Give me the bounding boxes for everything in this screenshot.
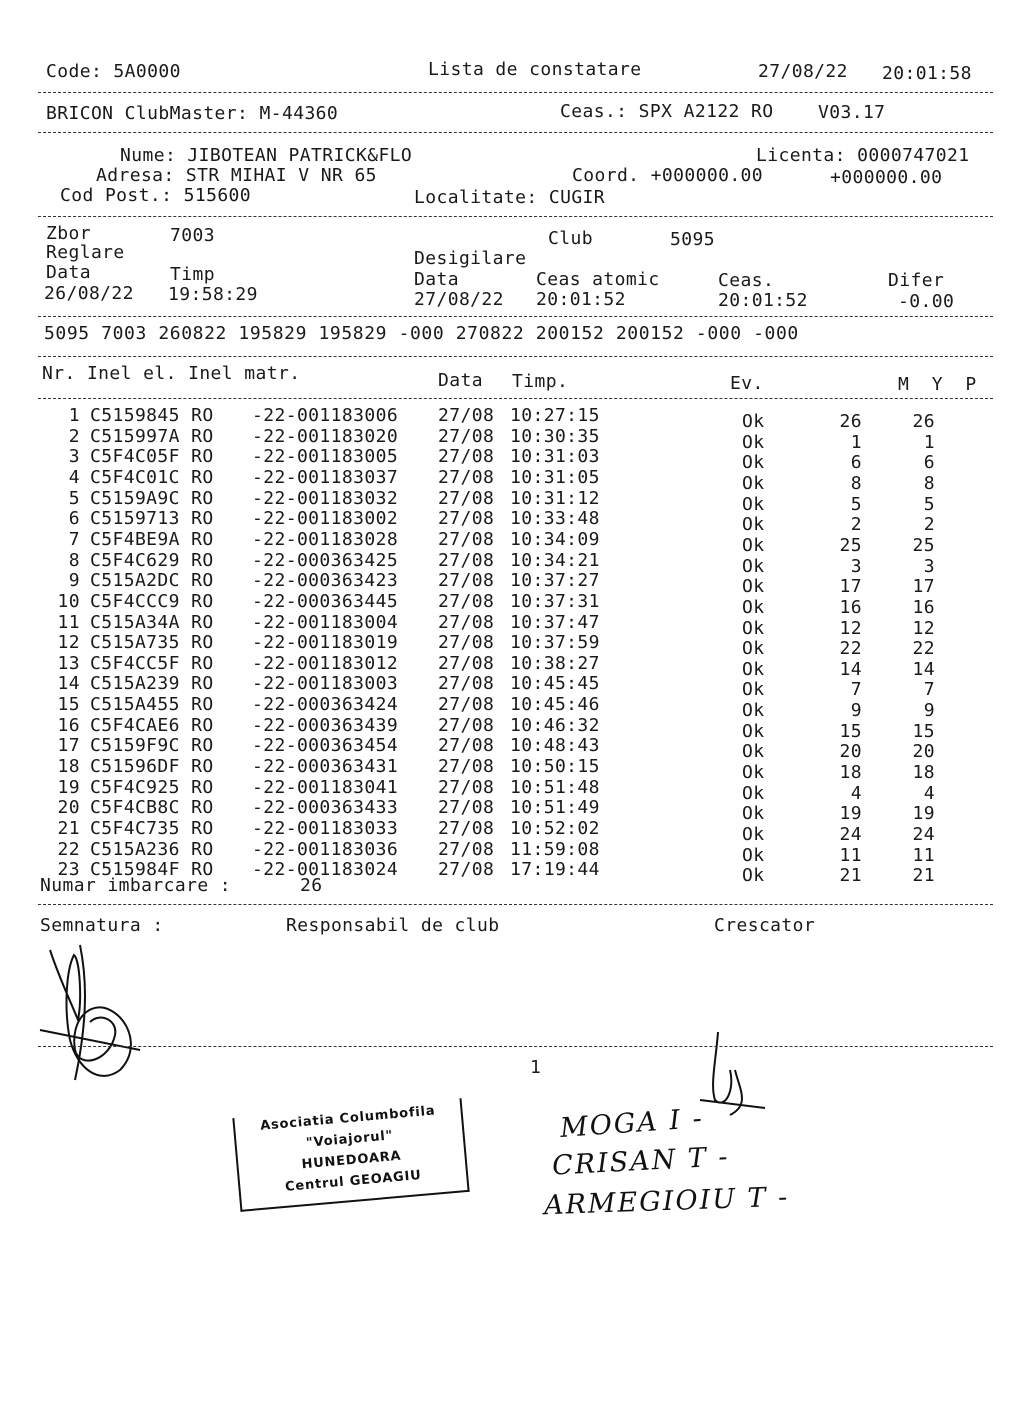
cell-m: 5 [850,493,862,515]
cell-y: 14 [912,658,935,680]
cell-nr: 1 [68,405,80,426]
timp-label: Timp [170,264,215,285]
cell-time: 10:52:02 [510,818,600,839]
cell-inel: C515A2DC RO [90,570,214,592]
cell-y: 20 [912,741,935,763]
cell-time: 10:38:27 [510,652,600,674]
cell-matr: -22-001183028 [252,528,399,550]
cell-date: 27/08 [438,508,495,530]
divider [38,316,993,317]
cell-inel: C5159845 RO [90,405,214,426]
cell-matr: -22-001183036 [252,838,399,860]
cell-ev: Ok [742,576,765,598]
license-number: Licenta: 0000747021 [756,145,970,166]
cell-m: 19 [839,803,862,825]
cell-inel: C5F4CC5F RO [90,652,214,674]
cell-time: 10:31:03 [510,446,600,468]
cell-date: 27/08 [438,776,495,798]
cell-y: 22 [912,638,935,660]
club-stamp [232,1098,469,1212]
reglare-date: 26/08/22 [44,283,134,304]
cell-inel: C5F4CCC9 RO [90,590,214,612]
cell-m: 6 [850,452,862,474]
cell-nr: 4 [68,466,80,488]
cell-ev: Ok [742,824,765,845]
cell-m: 20 [839,741,862,763]
cell-y: 24 [912,824,935,845]
cell-y: 26 [912,411,935,432]
cell-y: 15 [912,720,935,742]
cell-inel: C5F4CB8C RO [90,797,214,819]
cell-m: 16 [839,596,862,618]
cell-nr: 17 [57,735,80,757]
cell-date: 27/08 [438,590,495,612]
cell-y: 11 [912,844,935,866]
cell-nr: 21 [57,818,80,839]
desigilare-date: 27/08/22 [414,289,504,310]
cell-matr: -22-000363431 [252,756,399,778]
cell-date: 27/08 [438,838,495,860]
cell-y: 5 [923,493,935,515]
cell-m: 4 [850,782,862,804]
cell-matr: -22-000363423 [252,570,399,592]
cell-matr: -22-001183037 [252,466,399,488]
owner-name: Nume: JIBOTEAN PATRICK&FLO [120,145,413,166]
cell-inel: C5F4C01C RO [90,466,214,488]
cell-ev: Ok [742,741,765,763]
cell-matr: -22-001183005 [252,446,399,468]
cell-time: 10:37:59 [510,632,600,654]
cell-time: 10:37:31 [510,590,600,612]
cell-matr: -22-001183002 [252,508,399,530]
handwritten-name: CRISAN T - [551,1141,731,1182]
cell-ev: Ok [742,679,765,701]
cell-matr: -22-001183024 [252,859,399,881]
cell-time: 10:31:12 [510,487,600,509]
cell-date: 27/08 [438,632,495,654]
cell-nr: 11 [57,611,80,633]
cell-m: 18 [839,762,862,784]
stamp-line: "Voiajorul" [305,1128,394,1151]
cell-ev: Ok [742,865,765,887]
clock-version: V03.17 [818,102,886,123]
club-master: BRICON ClubMaster: M-44360 [46,103,339,124]
cell-nr: 9 [68,570,80,592]
cell-m: 1 [850,431,862,453]
cell-time: 10:37:47 [510,611,600,633]
code-label: Code: 5A0000 [46,61,181,82]
club-value: 5095 [670,229,715,250]
cell-inel: C5F4C05F RO [90,446,214,468]
cell-y: 7 [923,679,935,701]
cell-ev: Ok [742,514,765,536]
cell-date: 27/08 [438,652,495,674]
cell-date: 27/08 [438,714,495,736]
ceas-label: Ceas. [718,270,775,291]
stamp-line: Centrul GEOAGIU [284,1167,423,1195]
cell-ev: Ok [742,803,765,825]
cell-date: 27/08 [438,549,495,571]
cell-y: 18 [912,762,935,784]
cell-date: 27/08 [438,859,495,881]
cell-inel: C5F4CAE6 RO [90,714,214,736]
col-header-timp: Timp. [512,371,569,392]
atomic-time: 20:01:52 [536,289,626,310]
data-label: Data [46,262,91,283]
cell-matr: -22-001183020 [252,425,399,447]
cell-ev: Ok [742,617,765,639]
cell-ev: Ok [742,452,765,474]
cell-nr: 16 [57,714,80,736]
total-value: 26 [300,875,323,896]
handwritten-name: ARMEGIOIU T - [543,1181,790,1222]
cell-ev: Ok [742,534,765,556]
responsabil-label: Responsabil de club [286,915,500,936]
cell-y: 8 [923,472,935,494]
cell-time: 10:30:35 [510,425,600,447]
cell-matr: -22-001183032 [252,487,399,509]
cell-nr: 8 [68,549,80,571]
cell-y: 9 [923,700,935,722]
cell-ev: Ok [742,700,765,722]
cell-m: 15 [839,720,862,742]
cell-time: 10:33:48 [510,508,600,530]
cell-nr: 2 [68,425,80,447]
cell-inel: C5159F9C RO [90,735,214,757]
reglare-time: 19:58:29 [168,284,258,305]
divider [38,216,993,217]
cell-matr: -22-000363445 [252,590,399,612]
coordinate-2: +000000.00 [830,167,943,188]
cell-m: 11 [839,844,862,866]
cell-matr: -22-001183012 [252,652,399,674]
cell-time: 10:51:49 [510,797,600,819]
cell-matr: -22-000363433 [252,797,399,819]
cell-inel: C515A735 RO [90,632,214,654]
cell-ev: Ok [742,411,765,432]
cell-y: 6 [923,452,935,474]
reglare-label: Reglare [46,242,125,263]
cell-nr: 6 [68,508,80,530]
flight-code-line: 5095 7003 260822 195829 195829 -000 270822 200152 200152 -000 -000 [44,323,799,344]
cell-time: 10:37:27 [510,570,600,592]
cell-nr: 3 [68,446,80,468]
cell-m: 9 [850,700,862,722]
cell-nr: 19 [57,776,80,798]
cell-time: 10:34:21 [510,549,600,571]
cell-date: 27/08 [438,528,495,550]
cell-date: 27/08 [438,818,495,839]
cell-nr: 18 [57,756,80,778]
stamp-line: HUNEDOARA [301,1148,402,1173]
page-number: 1 [530,1057,542,1078]
cell-date: 27/08 [438,673,495,695]
difer-label: Difer [888,270,945,291]
coordinate-1: Coord. +000000.00 [572,165,764,186]
cell-m: 7 [850,679,862,701]
cell-m: 26 [839,411,862,432]
cell-y: 2 [923,514,935,536]
cell-matr: -22-001183004 [252,611,399,633]
cell-matr: -22-001183006 [252,405,399,426]
cell-date: 27/08 [438,466,495,488]
cell-inel: C515984F RO [90,859,214,881]
cell-date: 27/08 [438,570,495,592]
cell-matr: -22-001183019 [252,632,399,654]
header-date: 27/08/22 [758,61,848,82]
cell-matr: -22-001183033 [252,818,399,839]
divider [38,132,993,133]
desigilare-label: Desigilare [414,248,527,269]
cell-inel: C5159A9C RO [90,487,214,509]
ceas-time: 20:01:52 [718,290,808,311]
cell-time: 10:50:15 [510,756,600,778]
clock-id: Ceas.: SPX A2122 RO [560,101,774,122]
cell-date: 27/08 [438,735,495,757]
cell-y: 12 [912,617,935,639]
cell-nr: 5 [68,487,80,509]
cell-time: 10:45:45 [510,673,600,695]
cell-m: 8 [850,472,862,494]
atomic-label: Ceas atomic [536,269,660,290]
cell-y: 3 [923,555,935,577]
cell-time: 10:51:48 [510,776,600,798]
divider [38,92,993,93]
cell-nr: 7 [68,528,80,550]
cell-time: 10:45:46 [510,694,600,716]
cell-nr: 15 [57,694,80,716]
cell-inel: C515A455 RO [90,694,214,716]
cell-date: 27/08 [438,487,495,509]
difer-value: -0.00 [898,291,955,312]
cell-ev: Ok [742,658,765,680]
cell-date: 27/08 [438,797,495,819]
zbor-value: 7003 [170,225,215,246]
owner-address: Adresa: STR MIHAI V NR 65 [96,165,377,186]
cell-m: 12 [839,617,862,639]
col-header-data: Data [438,370,483,391]
col-header-inel: Nr. Inel el. Inel matr. [42,363,301,384]
cell-ev: Ok [742,431,765,453]
cell-inel: C5F4C925 RO [90,776,214,798]
cell-y: 25 [912,534,935,556]
cell-time: 10:34:09 [510,528,600,550]
cell-m: 14 [839,658,862,680]
cell-inel: C5F4C629 RO [90,549,214,571]
cell-y: 19 [912,803,935,825]
data2-label: Data [414,269,459,290]
crescator-label: Crescator [714,915,816,936]
cell-inel: C5F4BE9A RO [90,528,214,550]
cell-matr: -22-001183041 [252,776,399,798]
cell-ev: Ok [742,720,765,742]
club-label: Club [548,228,593,249]
cell-ev: Ok [742,638,765,660]
cell-inel: C515997A RO [90,425,214,447]
cell-nr: 10 [57,590,80,612]
cell-date: 27/08 [438,446,495,468]
cell-date: 27/08 [438,611,495,633]
stamp-line: Asociatia Columbofila [259,1103,437,1134]
cell-inel: C5F4C735 RO [90,818,214,839]
signature-scribble [30,940,160,1090]
cell-date: 27/08 [438,405,495,426]
cell-ev: Ok [742,596,765,618]
total-label: Numar imbarcare : [40,875,232,896]
cell-date: 27/08 [438,756,495,778]
cell-m: 22 [839,638,862,660]
cell-time: 10:48:43 [510,735,600,757]
cell-inel: C515A236 RO [90,838,214,860]
cell-matr: -22-001183003 [252,673,399,695]
semnatura-label: Semnatura : [40,915,164,936]
cell-m: 25 [839,534,862,556]
cell-m: 17 [839,576,862,598]
cell-matr: -22-000363424 [252,694,399,716]
cell-y: 17 [912,576,935,598]
cell-y: 21 [912,865,935,887]
col-header-myp: M Y P [898,374,977,395]
cell-matr: -22-000363454 [252,735,399,757]
cell-inel: C515A34A RO [90,611,214,633]
zbor-label: Zbor [46,223,91,244]
cell-ev: Ok [742,844,765,866]
cell-ev: Ok [742,472,765,494]
col-header-ev: Ev. [730,373,764,394]
cell-date: 27/08 [438,425,495,447]
cell-ev: Ok [742,762,765,784]
locality: Localitate: CUGIR [414,187,606,208]
cell-nr: 20 [57,797,80,819]
cell-nr: 22 [57,838,80,860]
cell-matr: -22-000363439 [252,714,399,736]
cell-ev: Ok [742,493,765,515]
cell-nr: 14 [57,673,80,695]
cell-y: 4 [923,782,935,804]
handwritten-name: MOGA I - [559,1103,705,1144]
cell-y: 1 [923,431,935,453]
divider [38,1046,993,1047]
cell-y: 16 [912,596,935,618]
cell-date: 27/08 [438,694,495,716]
cell-time: 10:31:05 [510,466,600,488]
cell-time: 10:27:15 [510,405,600,426]
cell-ev: Ok [742,782,765,804]
cell-time: 11:59:08 [510,838,600,860]
postal-code: Cod Post.: 515600 [60,185,252,206]
cell-m: 24 [839,824,862,845]
divider [38,398,993,399]
cell-matr: -22-000363425 [252,549,399,571]
header-time: 20:01:58 [882,63,972,84]
cell-nr: 12 [57,632,80,654]
cell-time: 17:19:44 [510,859,600,881]
divider [38,904,993,905]
cell-nr: 23 [57,859,80,881]
cell-inel: C5159713 RO [90,508,214,530]
divider [38,356,993,357]
cell-m: 3 [850,555,862,577]
cell-nr: 13 [57,652,80,674]
cell-time: 10:46:32 [510,714,600,736]
cell-m: 21 [839,865,862,887]
cell-inel: C51596DF RO [90,756,214,778]
cell-m: 2 [850,514,862,536]
document-title: Lista de constatare [428,59,642,80]
cell-inel: C515A239 RO [90,673,214,695]
cell-ev: Ok [742,555,765,577]
